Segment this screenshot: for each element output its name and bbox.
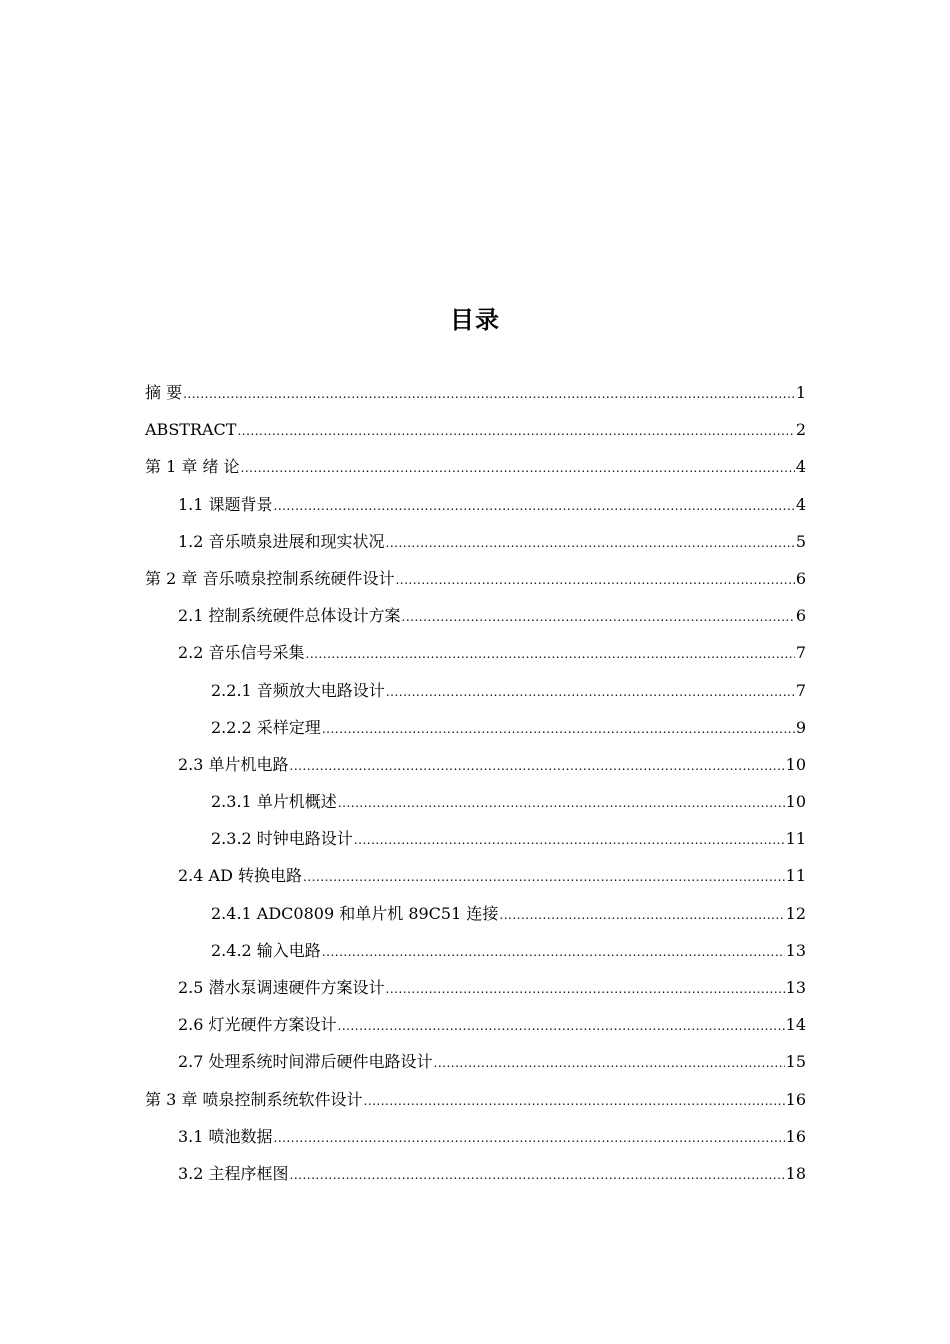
toc-entry-label: 2.6 灯光硬件方案设计: [178, 1015, 337, 1035]
toc-entry[interactable]: [145, 1043, 806, 1080]
toc-entry-label: 2.3.1 单片机概述: [211, 792, 337, 812]
toc-entry[interactable]: [145, 1118, 806, 1155]
toc-entry[interactable]: [145, 597, 806, 634]
toc-entry[interactable]: [145, 560, 806, 597]
toc-entry-label: 2.2 音乐信号采集: [178, 643, 305, 663]
toc-entry-label: 2.4 AD 转换电路: [178, 866, 303, 886]
toc-leader-dots: [306, 636, 795, 673]
toc-entry-label: 摘 要: [145, 383, 183, 402]
toc-entry[interactable]: [145, 820, 806, 857]
toc-leader-dots: [338, 785, 785, 822]
toc-entry-label: 2.3.2 时钟电路设计: [211, 829, 353, 849]
toc-leader-dots: [241, 450, 795, 487]
toc-leader-dots: [434, 1045, 785, 1082]
toc-entry-label: 第 2 章 音乐喷泉控制系统硬件设计: [145, 568, 395, 588]
toc-entry-label: 2.2.2 采样定理: [211, 717, 321, 737]
toc-entry-page: 4: [795, 494, 806, 514]
toc-entry-page: 14: [785, 1015, 806, 1035]
toc-entry[interactable]: [145, 857, 806, 894]
toc-leader-dots: [290, 748, 785, 785]
toc-entry-label: 1.1 课题背景: [178, 494, 273, 514]
toc-leader-dots: [303, 859, 785, 896]
toc-entry-page: 13: [785, 978, 806, 997]
toc-entry-label: 1.2 音乐喷泉进展和现实状况: [178, 531, 385, 551]
toc-title: 目录: [450, 306, 500, 335]
toc-entry-label: 3.2 主程序框图: [178, 1163, 289, 1183]
toc-entry[interactable]: [145, 783, 806, 820]
toc-leader-dots: [338, 1008, 785, 1045]
toc-entry-label: 第 1 章 绪 论: [145, 457, 240, 477]
toc-entry-label: 2.5 潜水泵调速硬件方案设计: [178, 978, 385, 997]
toc-leader-dots: [322, 934, 785, 971]
toc-entry-page: 9: [795, 717, 806, 737]
toc-leader-dots: [363, 1083, 784, 1120]
toc-leader-dots: [354, 822, 785, 859]
toc-entry[interactable]: [145, 1155, 806, 1192]
toc-entry-page: 7: [795, 643, 806, 663]
toc-entry[interactable]: [145, 448, 806, 485]
toc-entry[interactable]: [145, 1081, 806, 1118]
toc-entry[interactable]: [145, 672, 806, 709]
toc-entry-label: 3.1 喷池数据: [178, 1126, 273, 1146]
toc-entry-label: 2.4.2 输入电路: [211, 940, 321, 960]
toc-entry-page: 10: [785, 792, 806, 812]
toc-entry[interactable]: [145, 374, 806, 411]
toc-entry-page: 11: [785, 866, 806, 886]
toc-leader-dots: [274, 1120, 785, 1157]
toc-entry-label: ABSTRACT: [145, 420, 237, 440]
toc-entry-page: 18: [785, 1163, 806, 1183]
toc-entry[interactable]: [145, 895, 806, 932]
toc-entry-page: 6: [795, 606, 806, 626]
toc-leader-dots: [274, 488, 795, 525]
toc-entry[interactable]: [145, 523, 806, 560]
toc-entry-page: 11: [785, 829, 806, 849]
toc-leader-dots: [386, 525, 795, 562]
toc-entry[interactable]: [145, 486, 806, 523]
toc-entry[interactable]: [145, 969, 806, 1006]
toc-leader-dots: [183, 376, 795, 413]
toc-entry-page: 10: [785, 754, 806, 774]
toc-entry-label: 2.4.1 ADC0809 和单片机 89C51 连接: [211, 903, 499, 923]
toc-leader-dots: [402, 599, 795, 636]
toc-entry-page: 16: [785, 1089, 806, 1109]
toc-leader-dots: [499, 897, 784, 934]
toc-entry-label: 2.2.1 音频放大电路设计: [211, 680, 385, 700]
toc-entry-page: 15: [785, 1052, 806, 1072]
toc-entry-label: 2.7 处理系统时间滞后硬件电路设计: [178, 1052, 433, 1072]
toc-entry-page: 5: [795, 531, 806, 551]
toc-leader-dots: [322, 711, 795, 748]
toc-leader-dots: [290, 1157, 785, 1194]
toc-entry-label: 2.1 控制系统硬件总体设计方案: [178, 606, 401, 626]
toc-entry-page: 16: [785, 1126, 806, 1146]
toc-leader-dots: [386, 971, 785, 1008]
toc-entry-page: 7: [795, 680, 806, 700]
toc-entry[interactable]: [145, 746, 806, 783]
toc-entry-page: 6: [795, 568, 806, 588]
toc-leader-dots: [237, 413, 794, 450]
toc-entry-page: 12: [785, 903, 806, 923]
toc-entry-page: 2: [795, 420, 806, 440]
toc-entry[interactable]: [145, 709, 806, 746]
toc-list: [145, 374, 806, 1192]
toc-entry[interactable]: [145, 411, 806, 448]
toc-entry-label: 2.3 单片机电路: [178, 754, 289, 774]
toc-leader-dots: [395, 562, 794, 599]
toc-entry[interactable]: [145, 932, 806, 969]
toc-entry-page: 13: [785, 940, 806, 960]
toc-leader-dots: [386, 674, 795, 711]
toc-entry-label: 第 3 章 喷泉控制系统软件设计: [145, 1089, 363, 1109]
toc-entry[interactable]: [145, 1006, 806, 1043]
toc-entry[interactable]: [145, 634, 806, 671]
toc-entry-page: 4: [795, 457, 806, 477]
toc-entry-page: 1: [795, 383, 806, 402]
